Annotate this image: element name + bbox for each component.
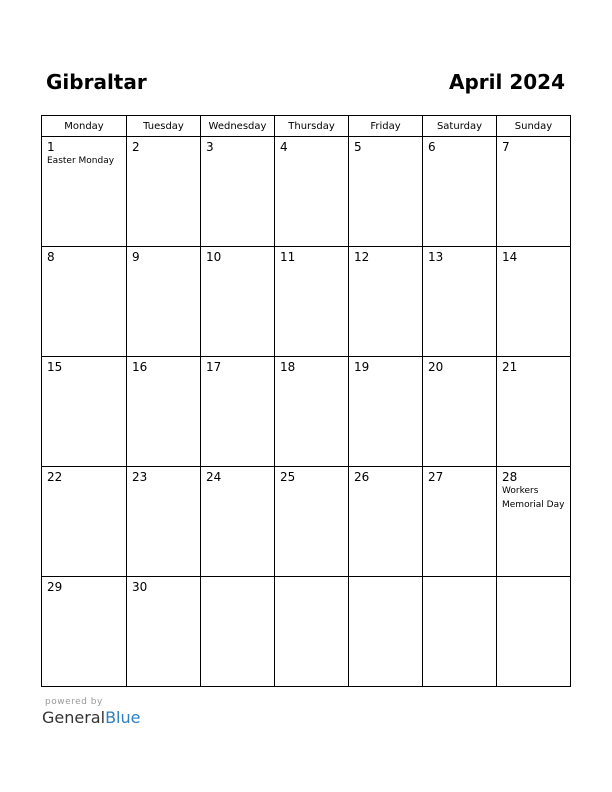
day-cell (349, 247, 423, 357)
day-number: 8 (47, 250, 55, 264)
holiday-label: Easter Monday (47, 156, 115, 166)
day-number: 11 (280, 250, 296, 264)
day-cell (201, 247, 275, 357)
day-number (497, 577, 570, 580)
day-cell (349, 467, 423, 577)
day-cell (423, 247, 497, 357)
day-cell (127, 137, 201, 247)
day-number: 22 (47, 470, 63, 484)
day-number: 29 (47, 580, 63, 594)
week-row (42, 357, 571, 467)
day-number (201, 577, 274, 580)
day-cell (497, 247, 571, 357)
day-cell (127, 577, 201, 687)
weekday-header: Saturday (423, 116, 497, 137)
day-cell (201, 577, 275, 687)
day-number: 7 (502, 140, 510, 154)
weekday-header: Wednesday (201, 116, 275, 137)
day-cell (423, 137, 497, 247)
generalblue-logo[interactable] (42, 708, 140, 727)
week-row (42, 467, 571, 577)
day-number: 9 (132, 250, 140, 264)
day-number: 14 (502, 250, 518, 264)
day-cell (42, 467, 127, 577)
weekday-header: Thursday (275, 116, 349, 137)
day-number: 4 (280, 140, 288, 154)
day-number: 19 (354, 360, 370, 374)
day-cell (349, 357, 423, 467)
day-cell (201, 467, 275, 577)
day-cell (497, 467, 571, 577)
day-number: 16 (132, 360, 148, 374)
day-cell (497, 577, 571, 687)
day-cell (275, 137, 349, 247)
day-number: 28 (502, 470, 518, 484)
month-year-title: April 2024 (449, 70, 565, 94)
day-number (423, 577, 496, 580)
day-cell (201, 137, 275, 247)
week-row (42, 247, 571, 357)
weekday-header-row (42, 116, 571, 137)
day-cell (201, 357, 275, 467)
day-number: 18 (280, 360, 296, 374)
day-number: 15 (47, 360, 63, 374)
day-number: 12 (354, 250, 370, 264)
day-cell (275, 577, 349, 687)
calendar-grid (41, 115, 571, 687)
powered-by-text: powered by (45, 697, 103, 707)
day-number: 10 (206, 250, 222, 264)
day-number (275, 577, 348, 580)
day-cell (42, 247, 127, 357)
day-number: 20 (428, 360, 444, 374)
day-cell (349, 137, 423, 247)
day-cell (423, 467, 497, 577)
day-number: 17 (206, 360, 222, 374)
weekday-header: Friday (349, 116, 423, 137)
day-number: 23 (132, 470, 148, 484)
week-row (42, 137, 571, 247)
day-number: 5 (354, 140, 362, 154)
day-cell (127, 357, 201, 467)
day-number: 27 (428, 470, 444, 484)
day-number: 13 (428, 250, 444, 264)
day-number: 30 (132, 580, 148, 594)
weekday-header: Tuesday (127, 116, 201, 137)
weekday-header: Sunday (497, 116, 571, 137)
week-row (42, 577, 571, 687)
day-number: 21 (502, 360, 518, 374)
holiday-label: Workers Memorial Day (502, 486, 565, 510)
day-cell (497, 137, 571, 247)
day-cell (275, 467, 349, 577)
day-cell (423, 357, 497, 467)
day-number: 1 (47, 140, 55, 154)
day-cell (275, 247, 349, 357)
day-cell (349, 577, 423, 687)
day-number: 3 (206, 140, 214, 154)
day-cell (127, 247, 201, 357)
brand-general-text: General (42, 708, 106, 727)
day-cell (127, 467, 201, 577)
day-number: 26 (354, 470, 370, 484)
day-cell (42, 357, 127, 467)
day-cell (42, 577, 127, 687)
weekday-header: Monday (42, 116, 127, 137)
day-number: 6 (428, 140, 436, 154)
day-cell (42, 137, 127, 247)
day-number (349, 577, 422, 580)
day-number: 24 (206, 470, 222, 484)
brand-blue-text: Blue (105, 708, 141, 727)
day-number: 2 (132, 140, 140, 154)
day-cell (497, 357, 571, 467)
day-number: 25 (280, 470, 296, 484)
country-title: Gibraltar (46, 70, 147, 94)
day-cell (423, 577, 497, 687)
day-cell (275, 357, 349, 467)
